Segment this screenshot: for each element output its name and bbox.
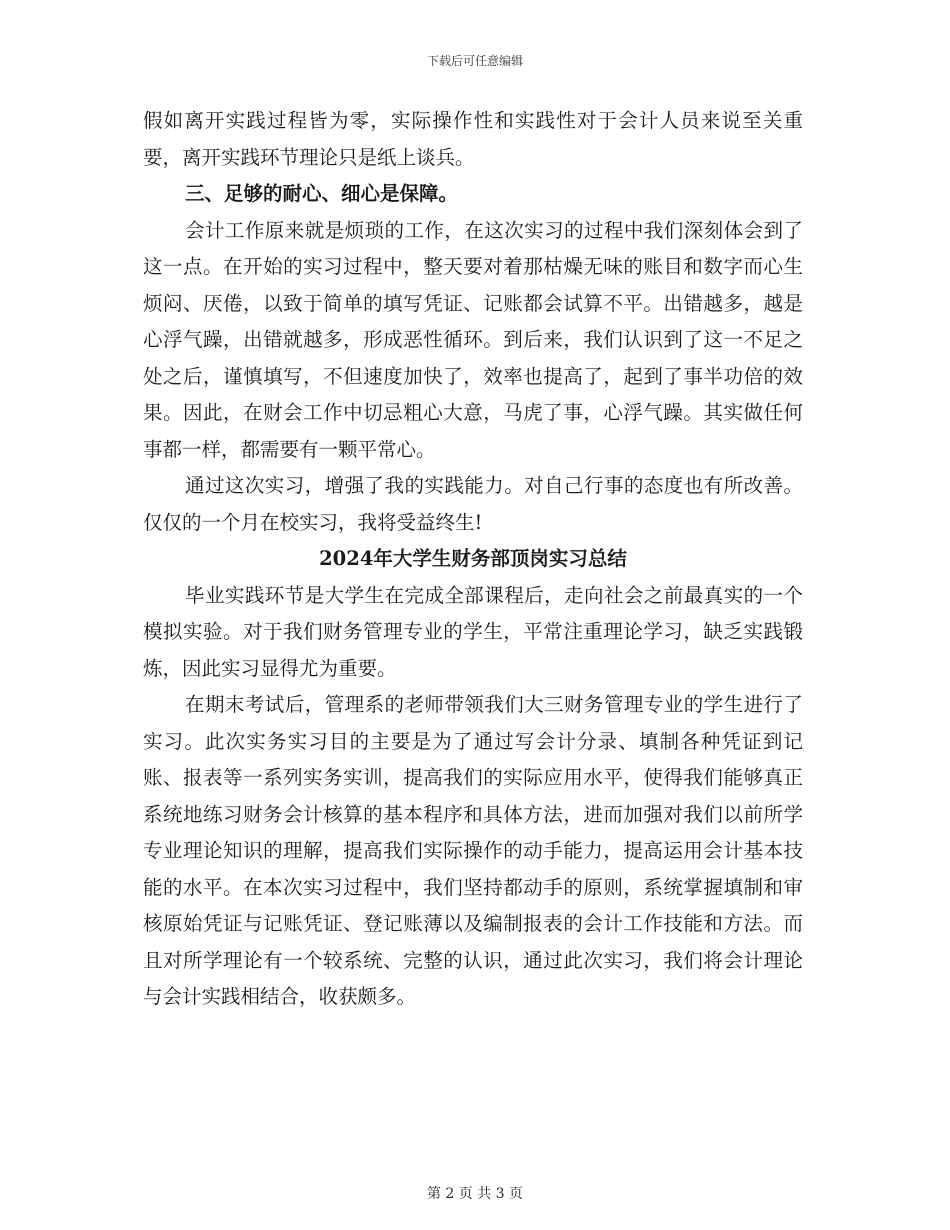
paragraph: 在期末考试后，管理系的老师带领我们大三财务管理专业的学生进行了实习。此次实务实习目的主要是为了通过写会计分录、填制各种凭证到记账、报表等一系列实务实训，提高我们的实际应用水平，使得我们能够真正系统地练习财务会计核算的基本程序和具体方法，进而加强对我们以前所学专业理论知识的理解，提高我们实际操作的动手能力，提高运用会计基本技能的水平。在本次实习过程中，我们坚持都动手的原则，系统掌握填制和审核原始凭证与记账凭证、登记账薄以及编制报表的会计工作技能和方法。而且对所学理论有一个较系统、完整的认识，通过此次实习，我们将会计理论与会计实践相结合，收获颇多。 xyxy=(143,693,803,1008)
page-number: 第 2 页 共 3 页 xyxy=(426,1186,524,1202)
paragraph: 会计工作原来就是烦琐的工作，在这次实习的过程中我们深刻体会到了这一点。在开始的实习过程中，整天要对着那枯燥无味的账目和数字而心生烦闷、厌倦，以致于简单的填写凭证、记账都会试算不平。出错越多，越是心浮气躁，出错就越多，形成恶性循环。到后来，我们认识到了这一不足之处之后，谨慎填写，不但速度加快了，效率也提高了，起到了事半功倍的效果。因此，在财会工作中切忌粗心大意，马虎了事，心浮气躁。其实做任何事都一样，都需要有一颗平常心。 xyxy=(143,218,803,461)
page-header: 下载后可任意编辑 xyxy=(426,54,523,68)
section-heading: 三、足够的耐心、细心是保障。 xyxy=(185,182,459,205)
paragraph: 毕业实践环节是大学生在完成全部课程后，走向社会之前最真实的一个模拟实验。对于我们财务管理专业的学生，平常注重理论学习，缺乏实践锻炼，因此实习显得尤为重要。 xyxy=(143,583,803,680)
document-body xyxy=(143,103,803,1016)
paragraph: 假如离开实践过程皆为零，实际操作性和实践性对于会计人员来说至关重要，离开实践环节理论只是纸上谈兵。 xyxy=(143,109,803,169)
paragraph: 通过这次实习，增强了我的实践能力。对自己行事的态度也有所改善。仅仅的一个月在校实习，我将受益终生! xyxy=(143,474,803,534)
document-title: 2024年大学生财务部顶岗实习总结 xyxy=(319,547,627,570)
